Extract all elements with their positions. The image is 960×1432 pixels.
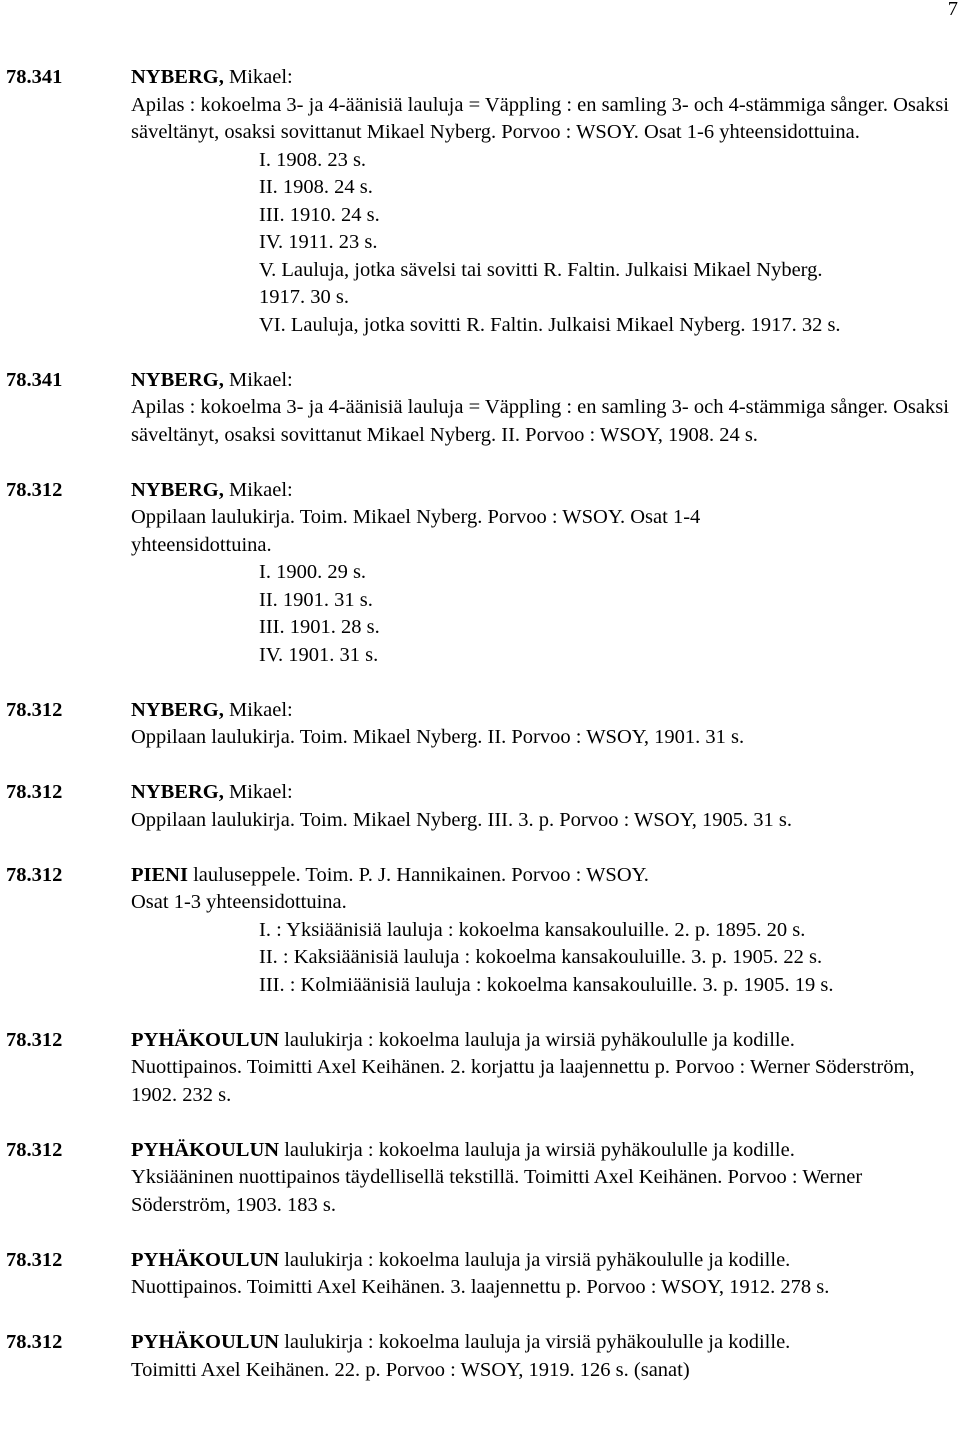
entry-text: Osat 1-3 yhteensidottuina. (131, 891, 347, 913)
classification-code: 78.312 (6, 1028, 63, 1051)
entry-heading (131, 64, 956, 92)
entry-heading (131, 1137, 956, 1165)
entry-text: Oppilaan laulukirja. Toim. Mikael Nyberg. II. Porvoo : WSOY, 1901. 31 s. (131, 726, 745, 748)
entry-heading-rest: laulukirja : kokoelma lauluja ja wirsiä pyhäkoululle ja kodille. (279, 1138, 795, 1161)
entry-heading (131, 1329, 956, 1357)
bibliography-entry (6, 1027, 956, 1110)
entry-heading (131, 862, 956, 890)
entry-heading-word: NYBERG, (131, 781, 224, 803)
entry-text: Oppilaan laulukirja. Toim. Mikael Nyberg. III. 3. p. Porvoo : WSOY, 1905. 31 s. (131, 808, 792, 831)
entry-heading-word: NYBERG, (131, 478, 224, 501)
entry-heading (131, 1247, 956, 1275)
entry-heading-word: NYBERG, (131, 368, 224, 391)
entry-text: Nuottipainos. Toimitti Axel Keihänen. 3. laajennettu p. Porvoo : WSOY, 1912. 278 s. (131, 1276, 830, 1298)
volume-line: III. 1901. 28 s. (259, 616, 380, 638)
entry-heading-word: PIENI (131, 863, 188, 886)
entry-heading-word: NYBERG, (131, 698, 224, 721)
entry-text: Toimitti Axel Keihänen. 22. p. Porvoo : WSOY, 1919. 126 s. (sanat) (131, 1358, 690, 1381)
classification-code: 78.312 (6, 781, 63, 803)
entry-body (131, 862, 956, 1000)
bibliography-entry (6, 1247, 956, 1302)
bibliography-entry (6, 64, 956, 339)
entry-heading-word: NYBERG, (131, 66, 224, 88)
bibliography-entry (6, 477, 956, 670)
bibliography-entry (6, 367, 956, 450)
entry-heading-rest: Mikael: (223, 66, 293, 88)
entry-heading-rest: laulukirja : kokoelma lauluja ja virsiä pyhäkoululle ja kodille. (279, 1331, 791, 1353)
volume-line: IV. 1901. 31 s. (259, 643, 379, 666)
volume-line: I. : Yksiäänisiä lauluja : kokoelma kansakouluille. 2. p. 1895. 20 s. (259, 918, 806, 941)
entry-text: Oppilaan laulukirja. Toim. Mikael Nyberg. Porvoo : WSOY. Osat 1-4 yhteensidottuina. (131, 506, 701, 556)
entry-body (131, 1329, 956, 1384)
entry-body (131, 1247, 956, 1302)
classification-code: 78.341 (6, 66, 63, 88)
volume-line: 1917. 30 s. (259, 286, 349, 308)
volume-line: II. 1908. 24 s. (259, 176, 373, 198)
bibliography-entry (6, 779, 956, 834)
entry-body (131, 367, 956, 450)
classification-code: 78.312 (6, 1331, 63, 1353)
classification-code: 78.312 (6, 863, 63, 886)
entry-heading (131, 477, 956, 505)
entry-heading-rest: laulukirja : kokoelma lauluja ja virsiä pyhäkoululle ja kodille. (279, 1248, 791, 1271)
bibliography-entry (6, 697, 956, 752)
entry-body (131, 477, 956, 670)
volume-line: IV. 1911. 23 s. (259, 231, 378, 253)
entry-text: Yksiääninen nuottipainos täydellisellä tekstillä. Toimitti Axel Keihänen. Porvoo : Werner Söderström, 1903. 183 s. (131, 1166, 863, 1216)
classification-code: 78.312 (6, 478, 63, 501)
entry-heading-word: PYHÄKOULUN (131, 1248, 280, 1271)
entry-heading (131, 1027, 956, 1055)
classification-code: 78.341 (6, 368, 63, 391)
volume-line: I. 1908. 23 s. (259, 148, 367, 171)
bibliography-list (6, 64, 956, 1384)
entry-heading-word: PYHÄKOULUN (131, 1331, 280, 1353)
entry-body (131, 64, 956, 339)
entry-heading (131, 697, 956, 725)
volume-line: III. : Kolmiäänisiä lauluja : kokoelma kansakouluille. 3. p. 1905. 19 s. (259, 973, 834, 996)
entry-heading-rest: Mikael: (223, 698, 293, 721)
entry-body (131, 1027, 956, 1110)
entry-body (131, 1137, 956, 1220)
entry-text: Apilas : kokoelma 3- ja 4-äänisiä lauluja = Väppling : en samling 3- och 4-stämmiga sånger. Osaksi säveltänyt, osaksi sovittanut Mikael Nyberg. Porvoo : WSOY. Osat 1-6 yhteensidottuina. (131, 93, 949, 143)
volume-line: V. Lauluja, jotka sävelsi tai sovitti R. Faltin. Julkaisi Mikael Nyberg. (259, 258, 823, 281)
classification-code: 78.312 (6, 1138, 63, 1161)
entry-body (131, 697, 956, 752)
classification-code: 78.312 (6, 1248, 63, 1271)
entry-heading (131, 367, 956, 395)
entry-heading-rest: Mikael: (223, 478, 293, 501)
volume-line: III. 1910. 24 s. (259, 203, 380, 226)
volume-line: I. 1900. 29 s. (259, 561, 367, 583)
entry-text: Nuottipainos. Toimitti Axel Keihänen. 2. korjattu ja laajennettu p. Porvoo : Werner Söderström, 1902. 232 s. (131, 1056, 915, 1106)
entry-heading-rest: laulukirja : kokoelma lauluja ja wirsiä pyhäkoululle ja kodille. (279, 1028, 795, 1051)
bibliography-entry (6, 1329, 956, 1384)
entry-heading-rest: Mikael: (223, 781, 293, 803)
volume-line: VI. Lauluja, jotka sovitti R. Faltin. Julkaisi Mikael Nyberg. 1917. 32 s. (259, 313, 841, 336)
classification-code: 78.312 (6, 698, 63, 721)
volume-line: II. : Kaksiäänisiä lauluja : kokoelma kansakouluille. 3. p. 1905. 22 s. (259, 946, 823, 968)
bibliography-entry (6, 862, 956, 1000)
page-number: 7 (947, 0, 958, 20)
bibliography-entry (6, 1137, 956, 1220)
entry-heading-rest: lauluseppele. Toim. P. J. Hannikainen. Porvoo : WSOY. (187, 863, 649, 886)
entry-body (131, 779, 956, 834)
entry-text: Apilas : kokoelma 3- ja 4-äänisiä lauluja = Väppling : en samling 3- och 4-stämmiga sånger. Osaksi säveltänyt, osaksi sovittanut Mikael Nyberg. II. Porvoo : WSOY, 1908. 24 s. (131, 396, 949, 446)
entry-heading-word: PYHÄKOULUN (131, 1138, 280, 1161)
volume-line: II. 1901. 31 s. (259, 588, 373, 611)
entry-heading-word: PYHÄKOULUN (131, 1028, 280, 1051)
entry-heading-rest: Mikael: (223, 368, 293, 391)
entry-heading (131, 779, 956, 807)
